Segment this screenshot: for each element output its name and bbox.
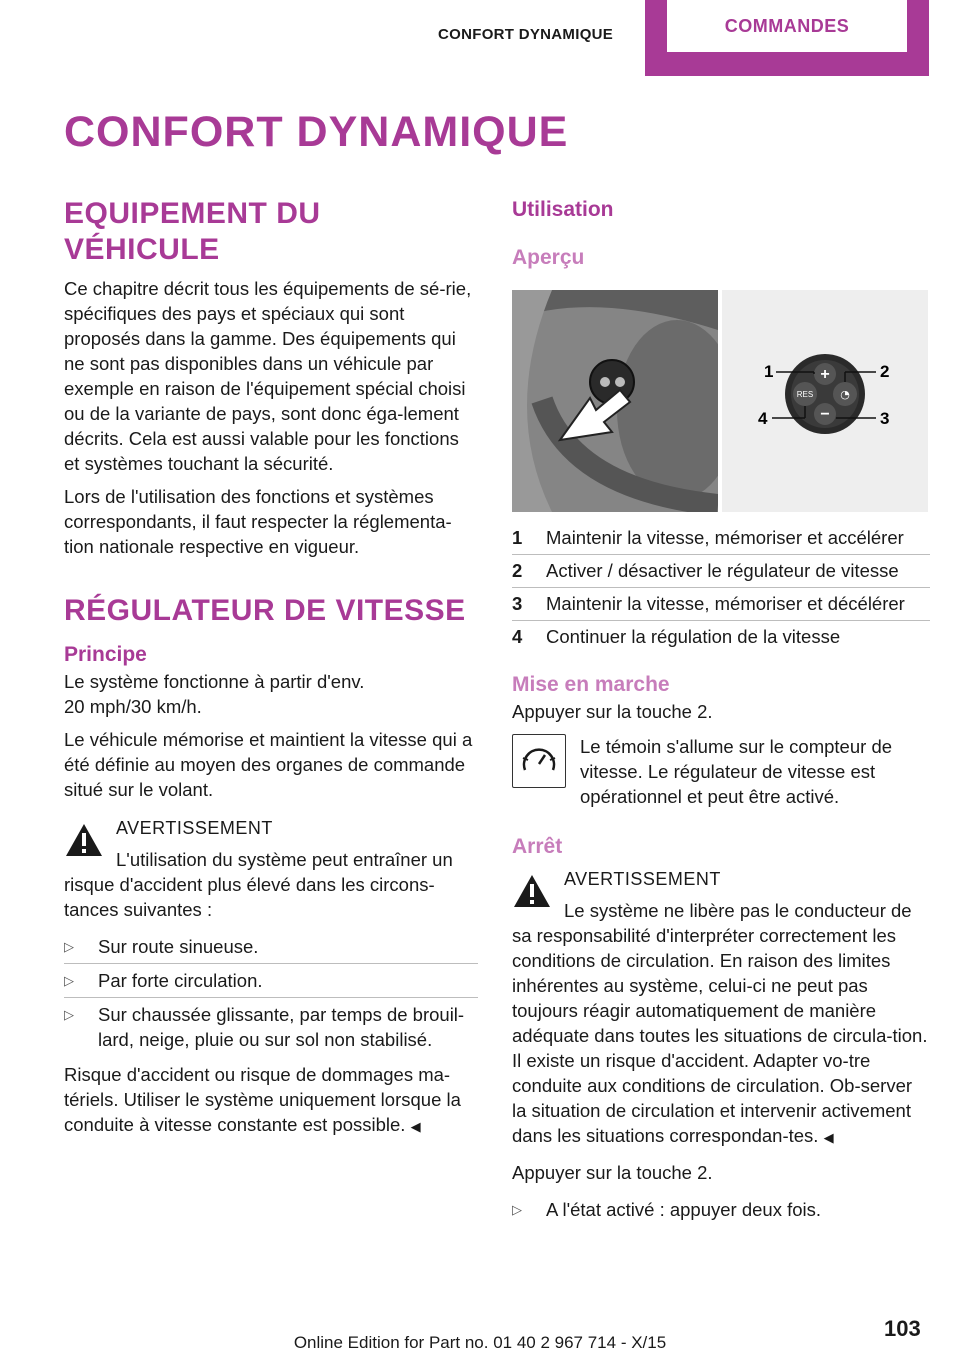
start-p1: Appuyer sur la touche 2. [512,701,713,722]
res-label: RES [796,390,814,399]
header-section-title: CONFORT DYNAMIQUE [438,26,614,43]
stop-p1: Appuyer sur la touche 2. [512,1162,713,1183]
stop-warning-first: Le système ne libère pas le conducteur de [564,900,912,921]
list-item: ▷ A l'état activé : appuyer deux fois. [512,1199,822,1220]
equipment-heading: EQUIPEMENT DU VÉHICULE [64,197,321,266]
list-item: 2 Activer / désactiver le régulateur de vitesse [512,555,930,588]
callout-1: 1 [764,362,774,381]
cruise-indicator-icon [512,734,566,788]
warning-icon [64,822,104,858]
list-item: 4 Continuer la régulation de la vitesse [512,626,841,647]
list-item: ▷ Par forte circulation. [64,964,478,998]
warning-intro-rest: risque d'accident plus élevé dans les circons-tances suivantes : [64,874,435,920]
principle-p1b: 20 mph/30 km/h. [64,696,202,717]
list-item: 1 Maintenir la vitesse, mémoriser et accélérer [512,522,930,555]
end-mark-icon: ◀ [823,1130,834,1145]
stop-bullets [512,1193,930,1226]
end-mark-icon: ◀ [410,1119,421,1134]
start-heading: Mise en marche [512,673,670,696]
warning-bullets [64,930,478,1056]
header-tab [645,0,929,76]
svg-text:−: − [820,406,830,423]
speedometer-icon: ◔ [840,388,850,401]
callout-3: 3 [880,409,890,428]
list-item: ▷ Sur route sinueuse. [64,930,478,964]
header-tab-label: COMMANDES [667,0,907,52]
steering-wheel-figure [512,290,928,512]
indicator-row [512,734,930,809]
footer-edition: Online Edition for Part no. 01 40 2 967 714 - X/15 [293,1333,667,1352]
svg-text:+: + [820,366,830,383]
warning-intro-first: L'utilisation du système peut entraîner un [116,849,453,870]
stop-heading: Arrêt [512,835,563,858]
principle-p1a: Le système fonctionne à partir d'env. [64,671,365,692]
usage-heading: Utilisation [512,198,614,221]
principle-heading: Principe [64,643,147,666]
equipment-paragraph-2: Lors de l'utilisation des fonctions et systèmes correspondants, il faut respecter la réglementa-tion nationale respective en vigueur. [64,486,452,557]
page-title: CONFORT DYNAMIQUE [64,108,569,156]
page-number: 103 [884,1316,921,1341]
warning-outro: Risque d'accident ou risque de dommages ma-tériels. Utiliser le système uniquement lorsque la conduite à vitesse constante est possible. [64,1064,461,1135]
callout-4: 4 [758,409,768,428]
equipment-paragraph-1: Ce chapitre décrit tous les équipements de sé-rie, spécifiques des pays et spéciaux qui sont proposés dans la gamme. Des équipements qui ne sont pas disponibles dans un véhicule par exemple en raison de l'équipement spécial choisi ou de la variante de pays, sont donc éga-lement décrits. Cela est aussi valable pour les fonctions et systèmes touchant la sécurité. [64,278,472,474]
bullet-triangle-icon: ▷ [64,1007,74,1022]
principle-p2: Le véhicule mémorise et maintient la vitesse qui a été définie au moyen des organes de commande situé sur le volant. [64,729,473,800]
controls-detail [722,290,928,512]
bullet-triangle-icon: ▷ [64,973,74,988]
warning-label: AVERTISSEMENT [564,869,721,889]
overview-heading: Aperçu [512,246,585,269]
steering-wheel-photo [512,290,718,512]
bullet-triangle-icon: ▷ [64,939,74,954]
list-item: ▷ Sur chaussée glissante, par temps de brouil-lard, neige, pluie ou sur sol non stabilisé. [64,1004,465,1050]
warning-block-2 [512,867,930,923]
warning-block-1 [64,816,478,872]
callout-2: 2 [880,362,890,381]
warning-label: AVERTISSEMENT [116,818,273,838]
right-column [512,196,930,1226]
bullet-triangle-icon: ▷ [512,1202,522,1217]
list-item: 3 Maintenir la vitesse, mémoriser et décélérer [512,588,930,621]
left-column [64,196,478,1147]
stop-warning-rest: sa responsabilité d'interpréter correctement les conditions de circulation. En raison des limites inhérentes au système, celui-ci ne peut pas toujours réagir automatiquement de manière adéquate dans toutes les situations de circula-tion. Il existe un risque d'accident. Adapter vo-tre conduite aux conditions de circulation. Ob-server la situation de circulation et intervenir activement dans les situations correspondan-tes. [512,925,928,1146]
overview-legend [512,522,930,653]
cruise-heading: RÉGULATEUR DE VITESSE [64,594,466,627]
warning-icon [512,873,552,909]
indicator-text: Le témoin s'allume sur le compteur de vitesse. Le régulateur de vitesse est opérationnel et peut être activé. [580,736,893,807]
